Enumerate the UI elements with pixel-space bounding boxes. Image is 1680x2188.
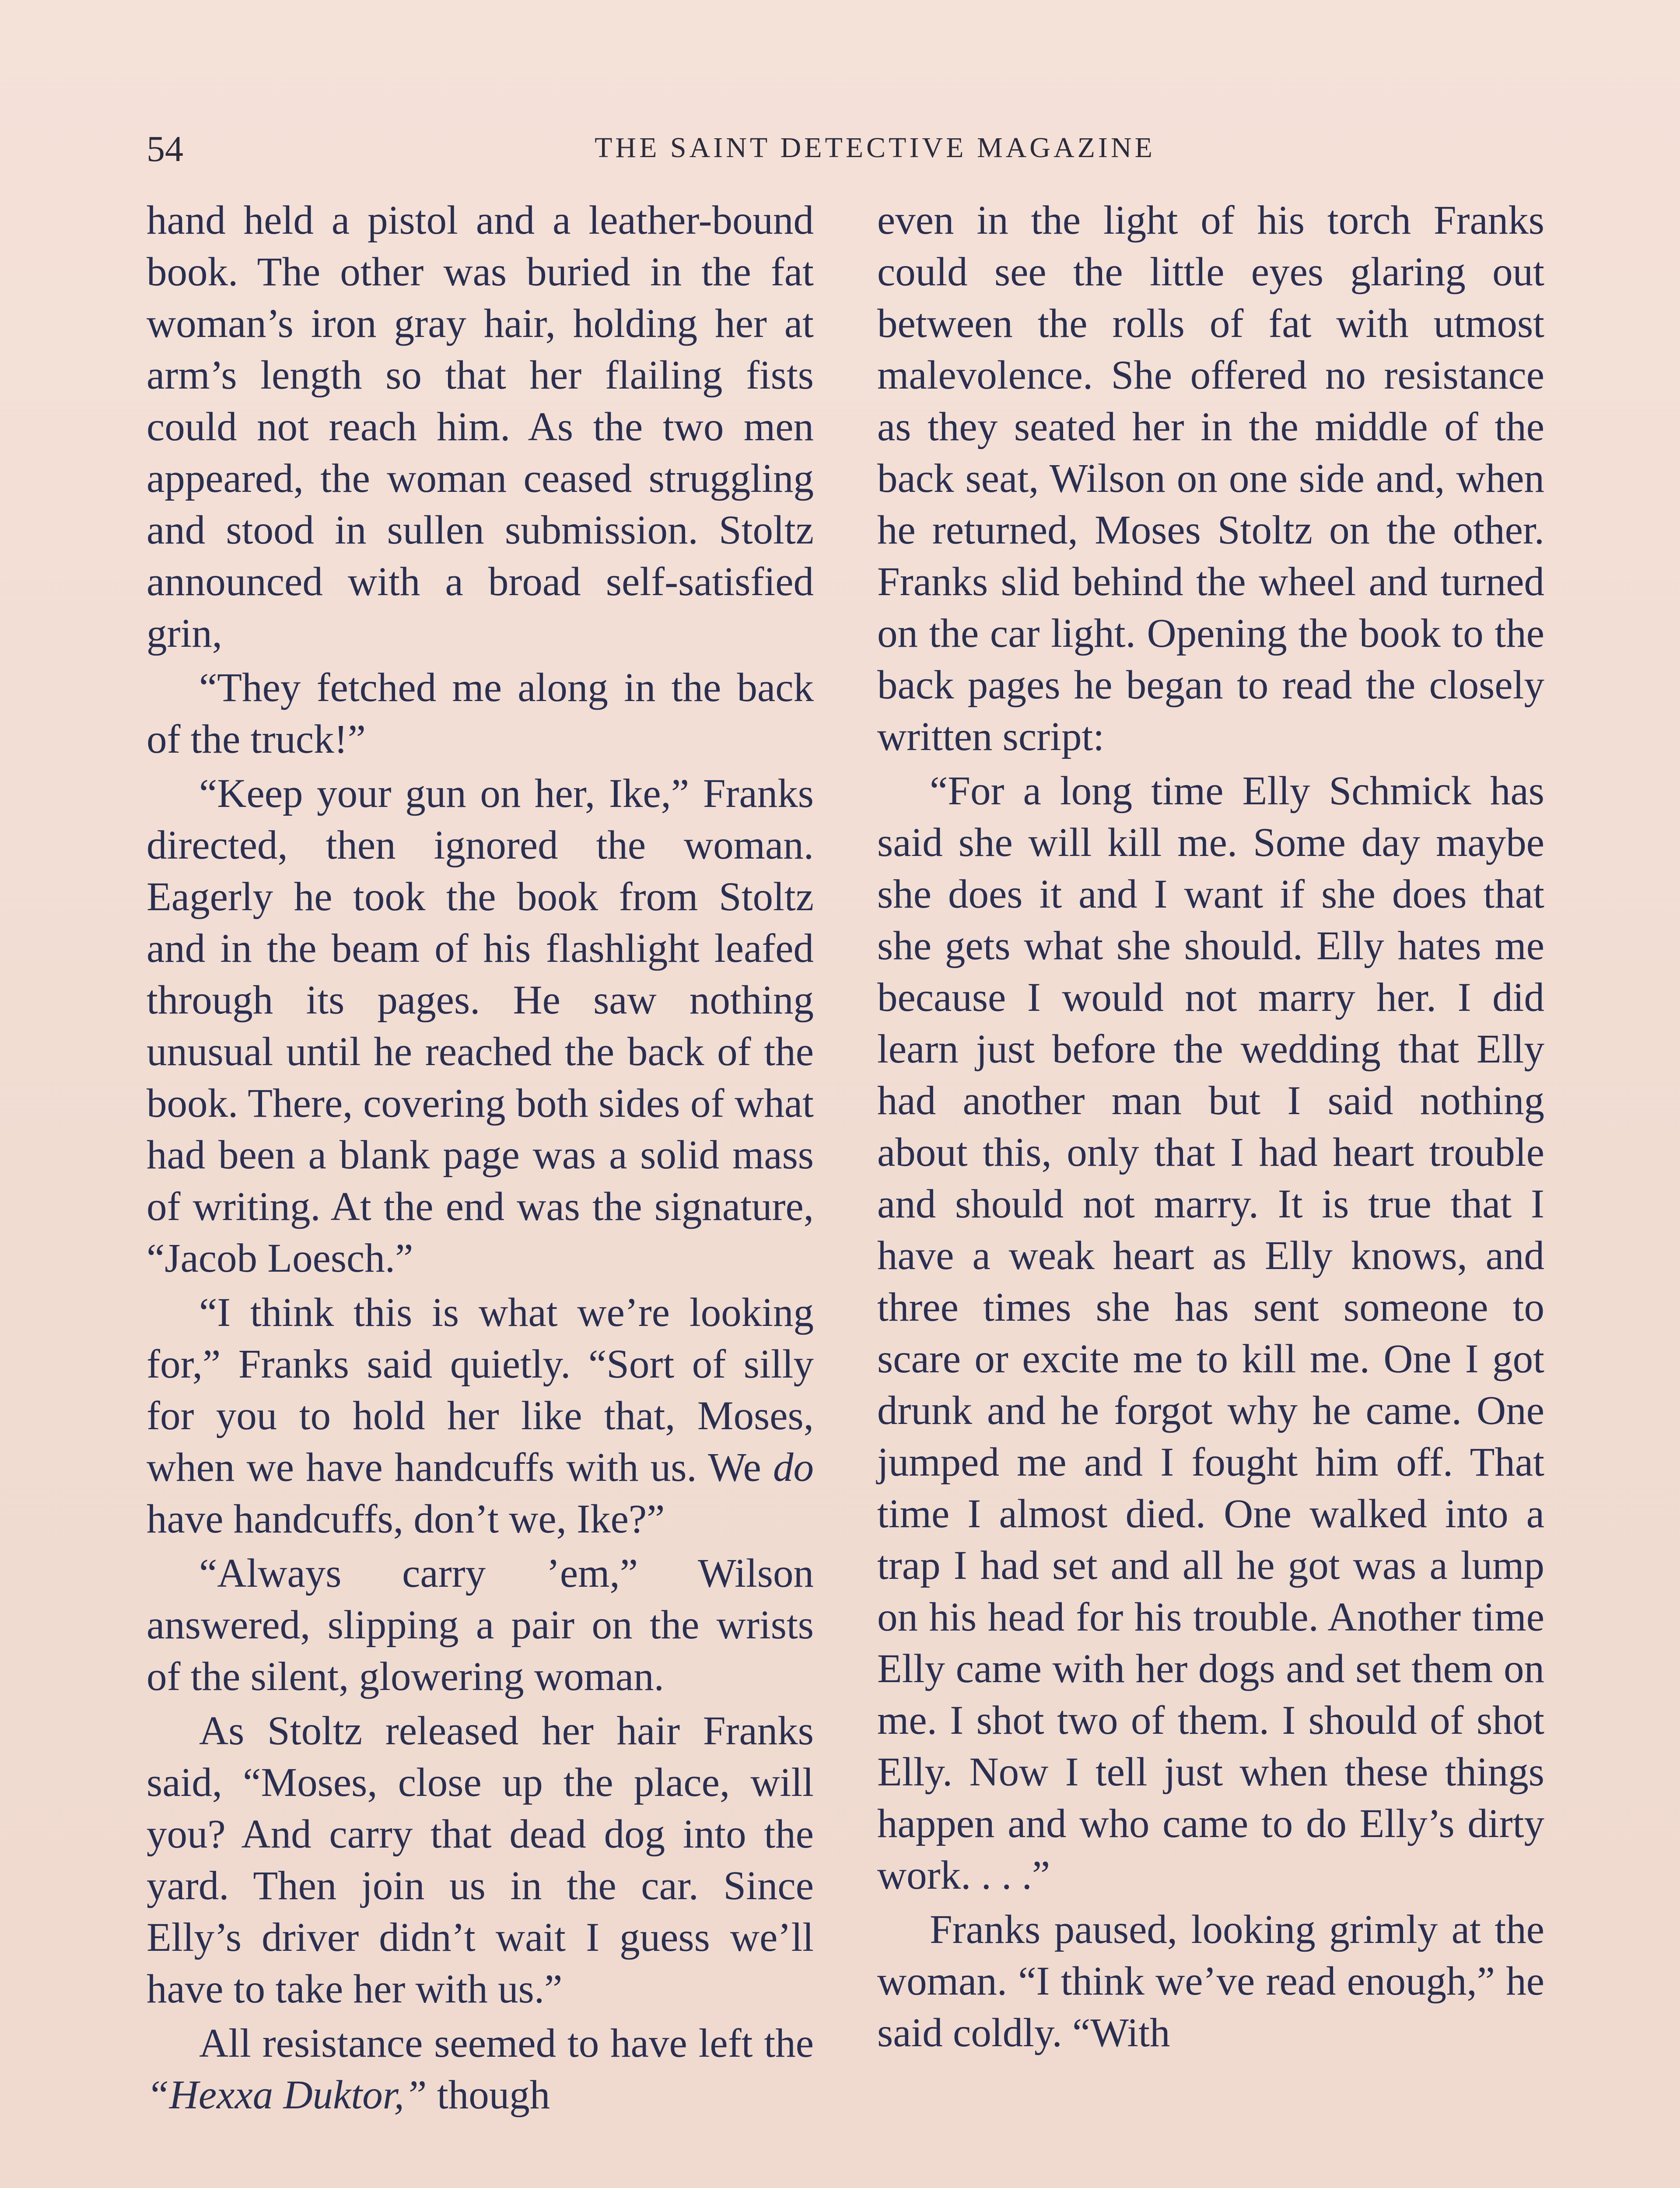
paragraph-text: have handcuffs, don’t we, Ike?”	[147, 1497, 665, 1542]
paragraph-text: though	[427, 2072, 550, 2118]
paragraph-text: All resistance seemed to have left the	[199, 2021, 814, 2066]
paragraph: hand held a pistol and a leather-bound book. The other was buried in the fat woman’s iron gray hair, holding her at arm’s length so that her flailing fists could not reach him. As the two men appeared, the woman ceased struggling and stood in sullen submission. Stoltz announced with a broad self-satisfied grin,	[147, 198, 814, 656]
paragraph: As Stoltz released her hair Franks said, “Moses, close up the place, will you? And carry that dead dog into the yard. Then join us in the car. Since Elly’s driver didn’t wait I guess we’ll have to take her with us.”	[147, 1708, 814, 2012]
paragraph: “They fetched me along in the back of the truck!”	[147, 665, 814, 762]
paragraph	[147, 1287, 814, 1545]
paragraph: Franks paused, looking grimly at the woman. “I think we’ve read enough,” he said coldly. “With	[877, 1907, 1544, 2055]
paragraph: “Keep your gun on her, Ike,” Franks directed, then ignored the woman. Eagerly he took the book from Stoltz and in the beam of his flashlight leafed through its pages. He saw nothing unusual until he reached the back of the book. There, covering both sides of what had been a blank page was a solid mass of writing. At the end was the signature, “Jacob Loesch.”	[147, 771, 814, 1281]
left-column	[147, 195, 814, 2124]
paragraph: “Always carry ’em,” Wilson answered, slipping a pair on the wrists of the silent, glowering woman.	[147, 1551, 814, 1699]
paragraph: “For a long time Elly Schmick has said she will kill me. Some day maybe she does it and I want if she does that she gets what she should. Elly hates me because I would not marry her. I did learn just before the wedding that Elly had another man but I said nothing about this, only that I had heart trouble and should not marry. It is true that I have a weak heart as Elly knows, and three times she has sent someone to scare or excite me to kill me. One I got drunk and he forgot why he came. One jumped me and I fought him off. That time I almost died. One walked into a trap I had set and all he got was a lump on his head for his trouble. Another time Elly came with her dogs and set them on me. I shot two of them. I should of shot Elly. Now I tell just when these things happen and who came to do Elly’s dirty work. . . .”	[877, 768, 1544, 1898]
running-head: THE SAINT DETECTIVE MAGAZINE	[595, 132, 1155, 164]
right-column	[877, 195, 1544, 2062]
paragraph: even in the light of his torch Franks could see the little eyes glaring out between the rolls of fat with utmost malevolence. She offered no resistance as they seated her in the middle of the back seat, Wilson on one side and, when he returned, Moses Stoltz on the other. Franks slid behind the wheel and turned on the car light. Opening the book to the back pages he began to read the closely written script:	[877, 198, 1544, 759]
emphasis-text: do	[773, 1445, 814, 1490]
paragraph	[147, 2018, 814, 2121]
page-number: 54	[147, 129, 183, 169]
paragraph-text: “I think this is what we’re looking for,” Franks said quietly. “Sort of silly for you to hold her like that, Moses, when we have handcuffs with us. We	[147, 1290, 814, 1490]
emphasis-text: “Hexxa Duktor,”	[147, 2072, 427, 2118]
